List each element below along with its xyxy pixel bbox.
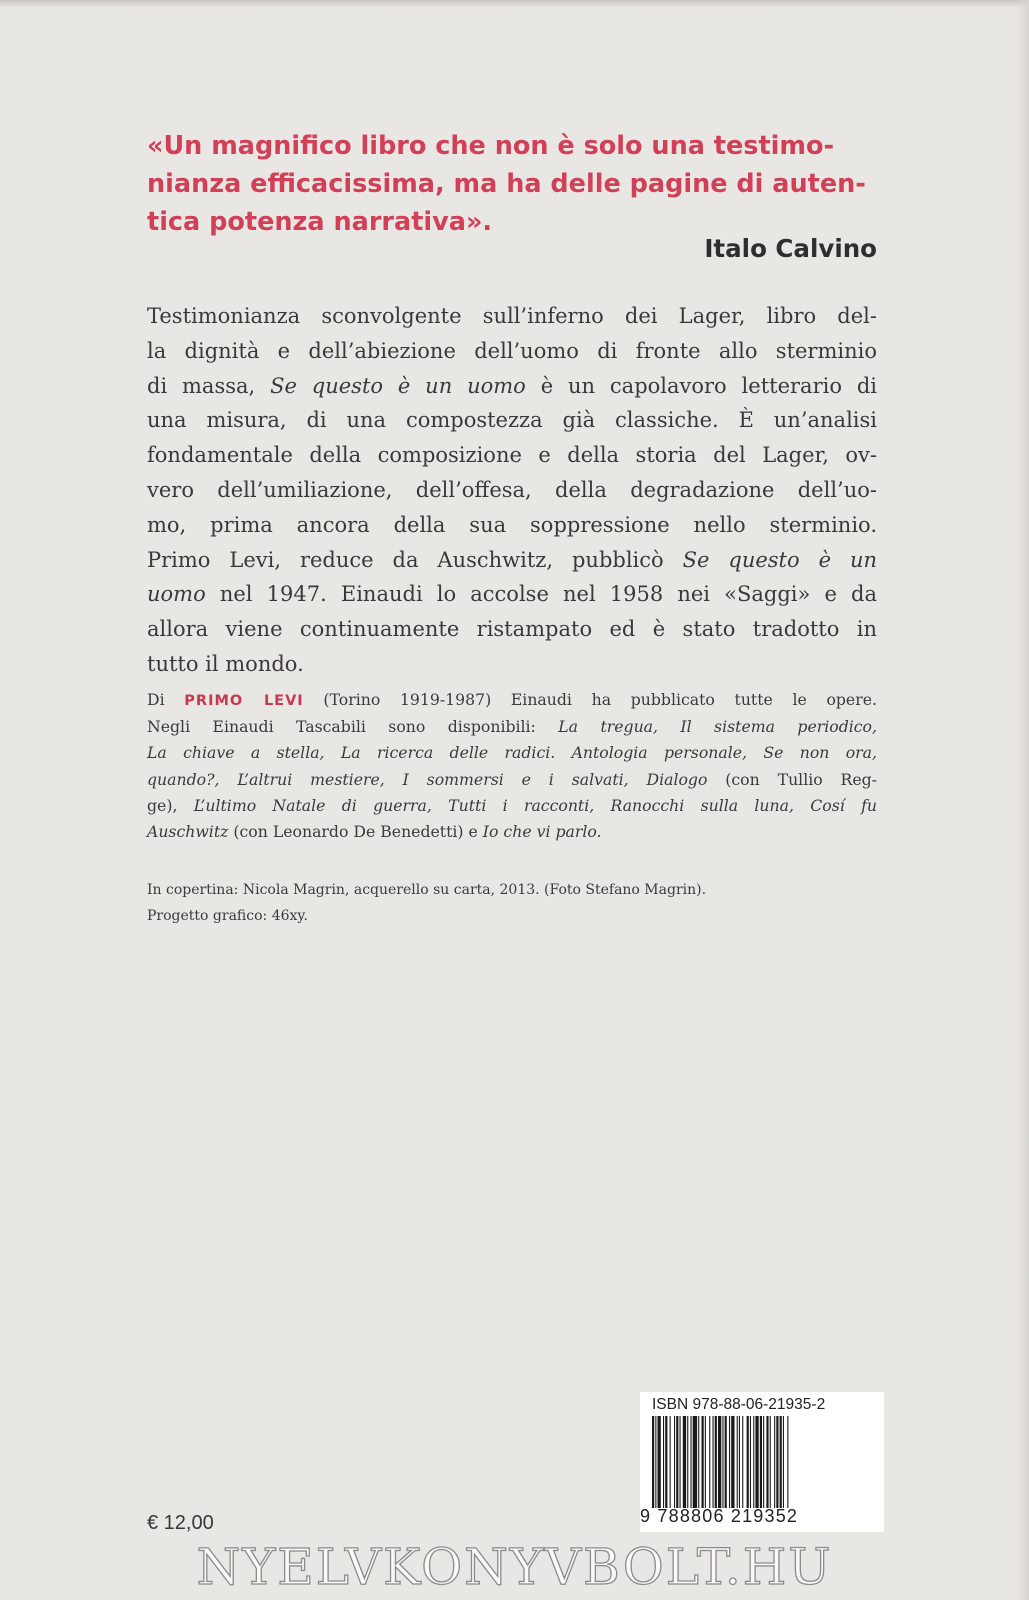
text-span: (Torino 1919-1987) Einaudi ha pubblicato tutte le opere. (323, 690, 877, 709)
barcode-bar (683, 1416, 686, 1508)
barcode-bar (774, 1416, 775, 1508)
barcode-bar (731, 1416, 734, 1508)
bio-line (147, 687, 877, 714)
barcode-bar (753, 1416, 754, 1508)
barcode-bar (676, 1416, 678, 1508)
book-title-italic: Se questo è un uomo (270, 373, 526, 398)
barcode-bar (750, 1416, 751, 1508)
titles-italic: quando?, L’altrui mestiere, I sommersi e i salvati, Dialogo (147, 769, 708, 789)
watermark: NYELVKONYVBOLT.HU (196, 1538, 833, 1596)
description-line: fondamentale della composizione e della storia del Lager, ov- (147, 443, 877, 468)
barcode-bar (658, 1416, 661, 1508)
barcode-bar (780, 1416, 782, 1508)
text-span: è un capolavoro letterario di (540, 373, 877, 398)
author-bio (147, 687, 877, 845)
barcode-bar (655, 1416, 656, 1508)
barcode-graphic (652, 1416, 858, 1508)
barcode-bar (715, 1416, 717, 1508)
credit-line: In copertina: Nicola Magrin, acquerello su carta, 2013. (Foto Stefano Magrin). (147, 882, 707, 898)
cover-credits (147, 877, 877, 929)
titles-italic: Auschwitz (147, 822, 229, 842)
description-line: vero dell’umiliazione, dell’offesa, della degradazione dell’uo- (147, 477, 877, 502)
description-line (147, 577, 877, 612)
description-line: una misura, di una compostezza già classiche. È un’analisi (147, 408, 877, 433)
barcode-bar (713, 1416, 714, 1508)
quote-line: tica potenza narrativa». (147, 207, 493, 237)
barcode-bar (725, 1416, 727, 1508)
bio-line (147, 714, 877, 740)
barcode-bar (709, 1416, 710, 1508)
text-span: Primo Levi, reduce da Auschwitz, pubblicò (147, 547, 664, 572)
barcode-bar (763, 1416, 764, 1508)
barcode-bar (670, 1416, 671, 1508)
barcode-bar (755, 1416, 758, 1508)
barcode-bar (698, 1416, 699, 1508)
book-description (147, 299, 877, 682)
barcode-bar (693, 1416, 697, 1508)
barcode-bar (747, 1416, 749, 1508)
bio-line (147, 819, 877, 845)
barcode-bar (729, 1416, 730, 1508)
text-span: Di (147, 690, 165, 709)
barcode-bar (691, 1416, 692, 1508)
text-span: (con Tullio Reg- (725, 769, 877, 789)
description-line (147, 543, 877, 578)
quote-author: Italo Calvino (704, 234, 877, 263)
barcode-bar (760, 1416, 762, 1508)
text-span: ge), (147, 795, 178, 815)
barcode-bar (702, 1416, 704, 1508)
barcode-digits: 9 788806 219352 (640, 1506, 799, 1526)
bio-line (147, 793, 877, 819)
barcode-bar (674, 1416, 675, 1508)
barcode-bar (776, 1416, 778, 1508)
isbn-label: ISBN 978-88-06-21935-2 (652, 1396, 826, 1413)
titles-italic: La tregua, Il sistema periodico, (558, 717, 877, 737)
barcode-bar (665, 1416, 667, 1508)
description-line: Testimonianza sconvolgente sull’inferno dei Lager, libro del- (147, 304, 877, 328)
barcode-bar (680, 1416, 681, 1508)
bio-line (147, 740, 877, 766)
barcode-bar (770, 1416, 771, 1508)
description-line (147, 369, 877, 404)
titles-italic: L’ultimo Natale di guerra, Tutti i racconti, Ranocchi sulla luna, Cosí fu (193, 795, 877, 815)
barcode-bar (737, 1416, 738, 1508)
review-quote (147, 127, 877, 241)
barcode-bar (652, 1416, 654, 1508)
barcode-bar (687, 1416, 688, 1508)
barcode-bar (783, 1416, 784, 1508)
quote-line: «Un magnifico libro che non è solo una testimo- (147, 131, 835, 161)
author-name: PRIMO LEVI (184, 693, 304, 709)
cover-right-edge (1015, 0, 1029, 1600)
description-line: allora viene continuamente ristampato ed è stato tradotto in (147, 617, 877, 642)
titles-italic: La chiave a stella, La ricerca delle radici. Antologia personale, Se non ora, (147, 743, 877, 763)
text-span: nel 1947. Einaudi lo accolse nel 1958 nei «Saggi» e da (219, 582, 877, 607)
description-line: la dignità e dell’abiezione dell’uomo di fronte allo sterminio (147, 338, 877, 363)
description-line: mo, prima ancora della sua soppressione nello sterminio. (147, 512, 877, 537)
cover-top-shadow (0, 0, 1029, 8)
barcode-bar (705, 1416, 706, 1508)
barcode-bar (742, 1416, 743, 1508)
text-span: di massa, (147, 373, 256, 398)
quote-line: nianza efficacissima, ma ha delle pagine di auten- (147, 169, 866, 199)
barcode-bar (787, 1416, 788, 1508)
credit-line: Progetto grafico: 46xy. (147, 908, 308, 924)
text-span: (con Leonardo De Benedetti) e (233, 822, 478, 842)
barcode-bar (663, 1416, 664, 1508)
barcode-bar (718, 1416, 721, 1508)
bio-line (147, 767, 877, 793)
price-label: € 12,00 (147, 1512, 214, 1534)
book-title-italic: uomo (147, 582, 206, 607)
barcode-bar (722, 1416, 723, 1508)
text-span: Negli Einaudi Tascabili sono disponibili: (147, 717, 536, 737)
book-title-italic: Se questo è un (682, 547, 877, 572)
titles-italic: Io che vi parlo. (482, 822, 602, 842)
barcode-bar (739, 1416, 740, 1508)
barcode-bar (766, 1416, 768, 1508)
description-line: tutto il mondo. (147, 651, 304, 676)
